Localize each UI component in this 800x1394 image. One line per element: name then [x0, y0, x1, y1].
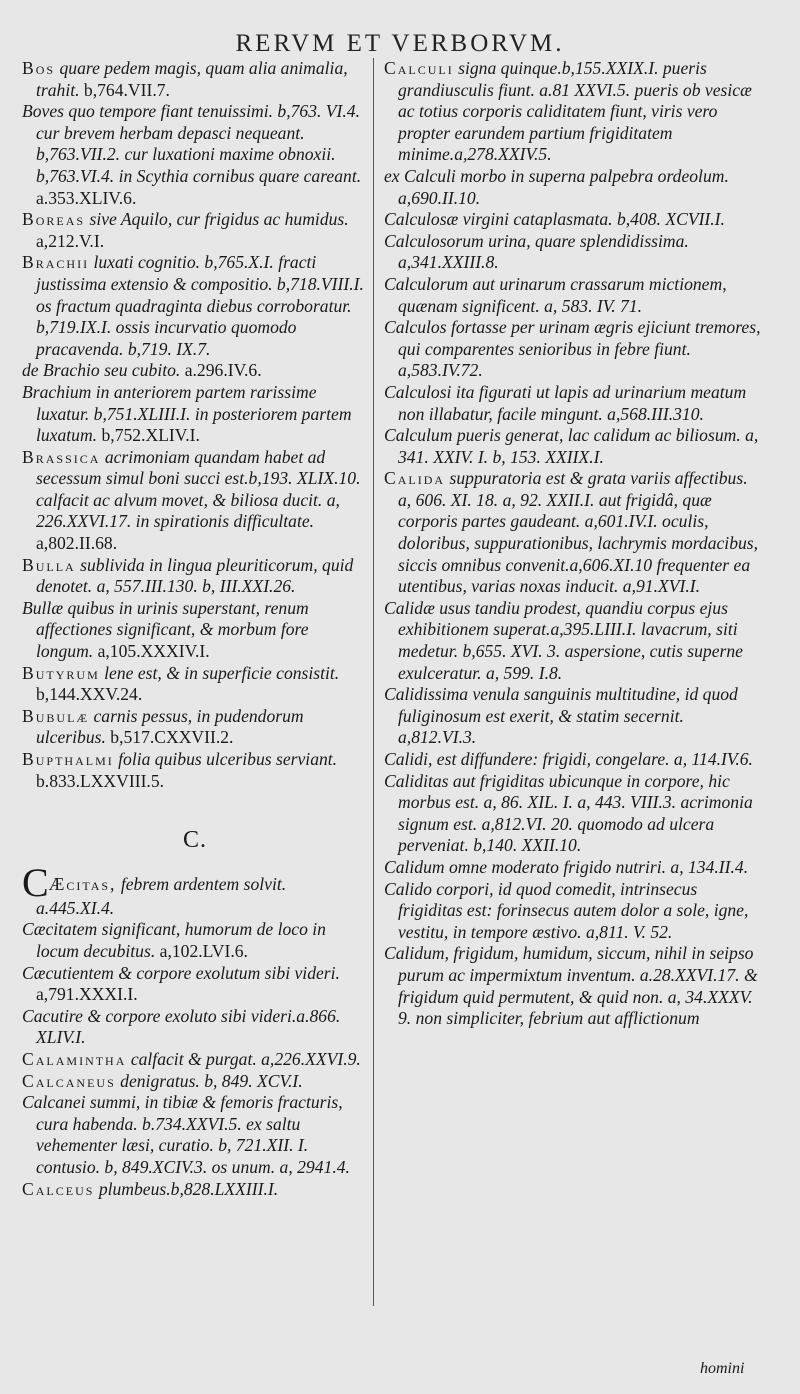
catchword: homini	[700, 1360, 745, 1377]
entries-c	[22, 859, 368, 1200]
entry-text: carnis pessus, in pudendorum ulceribus.	[36, 705, 304, 748]
right-column	[384, 58, 764, 1030]
entries-b	[22, 58, 368, 792]
entry-text: Calcanei summi, in tibiæ & femoris fracturis, cura habenda. b.734.XXVI.5. ex saltu vehementer læsi, curatio. b, 721.XII. I. contusio. b, 849.XCIV.3. os unum. a, 2941.4.	[22, 1092, 350, 1177]
index-entry	[22, 252, 368, 360]
entry-text: Caliditas aut frigiditas ubicunque in corpore, hic morbus est. a, 86. XIL. I. a, 443. VIII.3. acrimonia signum est. a,812.VI. 20. quomodo ad ulcera perveniat. b,140. XXII.10.	[384, 770, 753, 856]
entry-text: quare pedem magis, quam alia animalia, trahit.	[36, 58, 348, 100]
index-entry	[384, 382, 764, 425]
index-entry	[384, 598, 764, 684]
headword: Calamintha	[22, 1048, 127, 1069]
headword: Butyrum	[22, 662, 100, 683]
headword: Brachii	[22, 252, 90, 273]
index-entry	[384, 943, 764, 1029]
entry-text: folia quibus ulceribus serviant.	[118, 749, 338, 769]
index-entry	[22, 598, 368, 663]
entry-text: Calidæ usus tandiu prodest, quandiu corpus ejus exhibitionem superat.a,395.LIII.I. lavacrum, siti medetur. b,655. XVI. 3. aspersione, cutis superne exulceratur. a, 599. I.8.	[384, 597, 743, 683]
index-entry	[384, 58, 764, 166]
drop-cap: C	[22, 859, 49, 905]
entry-text: acrimoniam quandam habet ad secessum simul boni succi est.b,193. XLIX.10. calfacit ac alvum movet, & biliosa ducit. a, 226.XXVI.17. in spirationis difficultate.	[36, 446, 361, 532]
index-entry	[22, 706, 368, 749]
entry-text: Calculos fortasse per urinam ægris ejiciunt tremores, qui comparentes senioribus in febre fiunt. a,583.IV.72.	[384, 317, 761, 381]
entry-text: Calido corpori, id quod comedit, intrinsecus frigiditas est: forinsecus autem dolor a sole, igne, vestitu, in tempore æstivo. a,811. V. 52.	[384, 878, 749, 942]
index-entry	[22, 58, 368, 101]
index-entry	[22, 382, 368, 447]
index-entry	[22, 749, 368, 792]
index-entry	[384, 209, 764, 231]
entry-text: lene est, & in superficie consistit.	[104, 662, 340, 683]
left-column	[22, 58, 368, 1200]
index-entry	[22, 859, 368, 920]
index-entry	[22, 555, 368, 598]
headword: Boreas	[22, 209, 86, 230]
index-entry	[384, 231, 764, 274]
page-reference: a,102.LVI.6.	[159, 940, 248, 961]
entry-text: sublivida in lingua pleuriticorum, quid denotet. a, 557.III.130. b, III.XXI.26.	[36, 554, 354, 597]
index-entry	[384, 425, 764, 468]
page-reference: a,791.XXXI.I.	[36, 984, 138, 1005]
page-reference: b,517.CXXVII.2.	[110, 727, 234, 748]
entry-text: luxati cognitio. b,765.X.I. fracti justissima extensio & compositio. b,718.VIII.I. os fractum quadraginta diebus corroboratur. b,719.IX.I. ossis incurvatio quomodo pracavenda. b,719. IX.7.	[36, 252, 364, 359]
headword: Æcitas,	[48, 873, 117, 894]
headword: Calceus	[22, 1178, 95, 1199]
entry-text: Boves quo tempore fiant tenuissimi. b,763. VI.4. cur brevem herbam depasci nequeant. b,763.VII.2. cur luxationi maxime obnoxii. b,763.VI.4. in Scythia cornibus quare careant.	[22, 101, 362, 186]
page-reference: a,105.XXXIV.I.	[97, 641, 210, 662]
page-reference: a,212.V.I.	[36, 230, 105, 251]
index-entry	[384, 317, 764, 382]
entry-text: Calculosæ virgini cataplasmata. b,408. XCVII.I.	[384, 209, 725, 230]
column-divider	[373, 58, 374, 1306]
index-entry	[22, 101, 368, 209]
page-reference: a,802.II.68.	[36, 533, 118, 554]
entry-text: febrem ardentem solvit. a.445.XI.4.	[36, 873, 287, 918]
page-reference: b,144.XXV.24.	[36, 684, 143, 705]
page-reference: a.353.XLIV.6.	[36, 187, 137, 208]
index-entry	[384, 857, 764, 879]
index-entry	[384, 684, 764, 749]
entry-text: Calidi, est diffundere: frigidi, congelare. a, 114.IV.6.	[384, 749, 753, 769]
entry-text: denigratus. b, 849. XCV.I.	[120, 1070, 303, 1091]
headword: Brassica	[22, 446, 101, 467]
entry-text: Calidum omne moderato frigido nutriri. a, 134.II.4.	[384, 856, 749, 877]
index-entry	[22, 663, 368, 706]
entry-text: Cæcutientem & corpore exolutum sibi videri.	[22, 962, 340, 983]
entry-text: suppuratoria est & grata variis affectibus. a, 606. XI. 18. a, 92. XXII.I. aut frigidâ, quæ corporis partes gaudeant. a,601.IV.I. oculis, doloribus, suppurationibus, lachrymis mordacibus, siccis omnibus convenit.a,606.XI.10 frequenter ea utentibus, varias noxas inducit. a,91.XVI.I.	[398, 468, 759, 597]
index-entry	[384, 879, 764, 944]
index-entry	[22, 1092, 368, 1178]
headword: Bulla	[22, 554, 76, 575]
entry-text: de Brachio seu cubito.	[22, 360, 181, 381]
index-entry	[384, 468, 764, 598]
index-entry	[22, 1006, 368, 1049]
headword: Bos	[22, 58, 56, 78]
entry-text: Calculosi ita figurati ut lapis ad urinarium meatum non illabatur, facile mingunt. a,568.III.310.	[384, 381, 747, 424]
entry-text: ex Calculi morbo in superna palpebra ordeolum. a,690.II.10.	[384, 165, 729, 208]
index-entry	[22, 1049, 368, 1071]
page-reference: a.296.IV.6.	[184, 360, 262, 381]
running-header: RERVM ET VERBORVM.	[235, 30, 565, 57]
index-entry	[384, 274, 764, 317]
entry-text: Calculorum aut urinarum crassarum mictionem, quænam significent. a, 583. IV. 71.	[384, 273, 727, 316]
entry-text: Calidissima venula sanguinis multitudine, id quod fuliginosum est exerit, & statim secernit. a,812.VI.3.	[384, 684, 738, 748]
index-entry	[384, 166, 764, 209]
page-reference: b,752.XLIV.I.	[101, 425, 200, 446]
index-entry	[22, 447, 368, 555]
entry-text: signa quinque.b,155.XXIX.I. pueris grandiusculis fiunt. a.81 XXVI.5. pueris ob vesicæ ac totius corporis caliditatem fiunt, viris vero propter earundem partium frigiditatem minime.a,278.XXIV.5.	[398, 58, 752, 165]
entry-text: Calculosorum urina, quare splendidissima. a,341.XXIII.8.	[384, 230, 689, 273]
entries-right	[384, 58, 764, 1030]
entry-text: Cacutire & corpore exoluto sibi videri.a.866. XLIV.I.	[22, 1005, 341, 1048]
index-entry	[22, 919, 368, 962]
index-entry	[384, 749, 764, 771]
index-entry	[22, 209, 368, 252]
headword: Calcaneus	[22, 1070, 116, 1091]
entry-text: Brachium in anteriorem partem rarissime luxatur. b,751.XLIII.I. in posteriorem partem luxatum.	[22, 381, 352, 446]
headword: Bubulæ	[22, 705, 90, 726]
section-letter: C.	[182, 827, 207, 854]
index-entry	[22, 1179, 368, 1201]
page-reference: b,764.VII.7.	[83, 79, 170, 100]
headword: Calida	[384, 468, 446, 489]
index-entry	[22, 963, 368, 1006]
entry-text: Calculum pueris generat, lac calidum ac biliosum. a, 341. XXIV. I. b, 153. XXIIX.I.	[384, 425, 759, 467]
index-entry	[384, 771, 764, 857]
entry-text: sive Aquilo, cur frigidus ac humidus.	[89, 209, 349, 230]
entry-text: Calidum, frigidum, humidum, siccum, nihil in seipso purum ac impermixtum inventum. a.28.XXVI.17. & frigidum quid permutent, & quid non. a, 34.XXXV. 9. non simpliciter, febrium aut afflictionum	[384, 943, 758, 1029]
entry-text: Cæcitatem significant, humorum de loco in locum decubitus.	[22, 919, 326, 961]
index-entry	[22, 1071, 368, 1093]
headword: Calculi	[384, 58, 454, 78]
entry-text: plumbeus.b,828.LXXIII.I.	[98, 1178, 279, 1199]
index-entry	[22, 360, 368, 382]
headword: Bupthalmi	[22, 749, 114, 769]
page-reference: b.833.LXXVIII.5.	[36, 770, 165, 791]
entry-text: calfacit & purgat. a,226.XXVI.9.	[130, 1048, 361, 1069]
entry-text: Bullæ quibus in urinis superstant, renum affectiones significant, & morbum fore longum.	[22, 597, 309, 662]
